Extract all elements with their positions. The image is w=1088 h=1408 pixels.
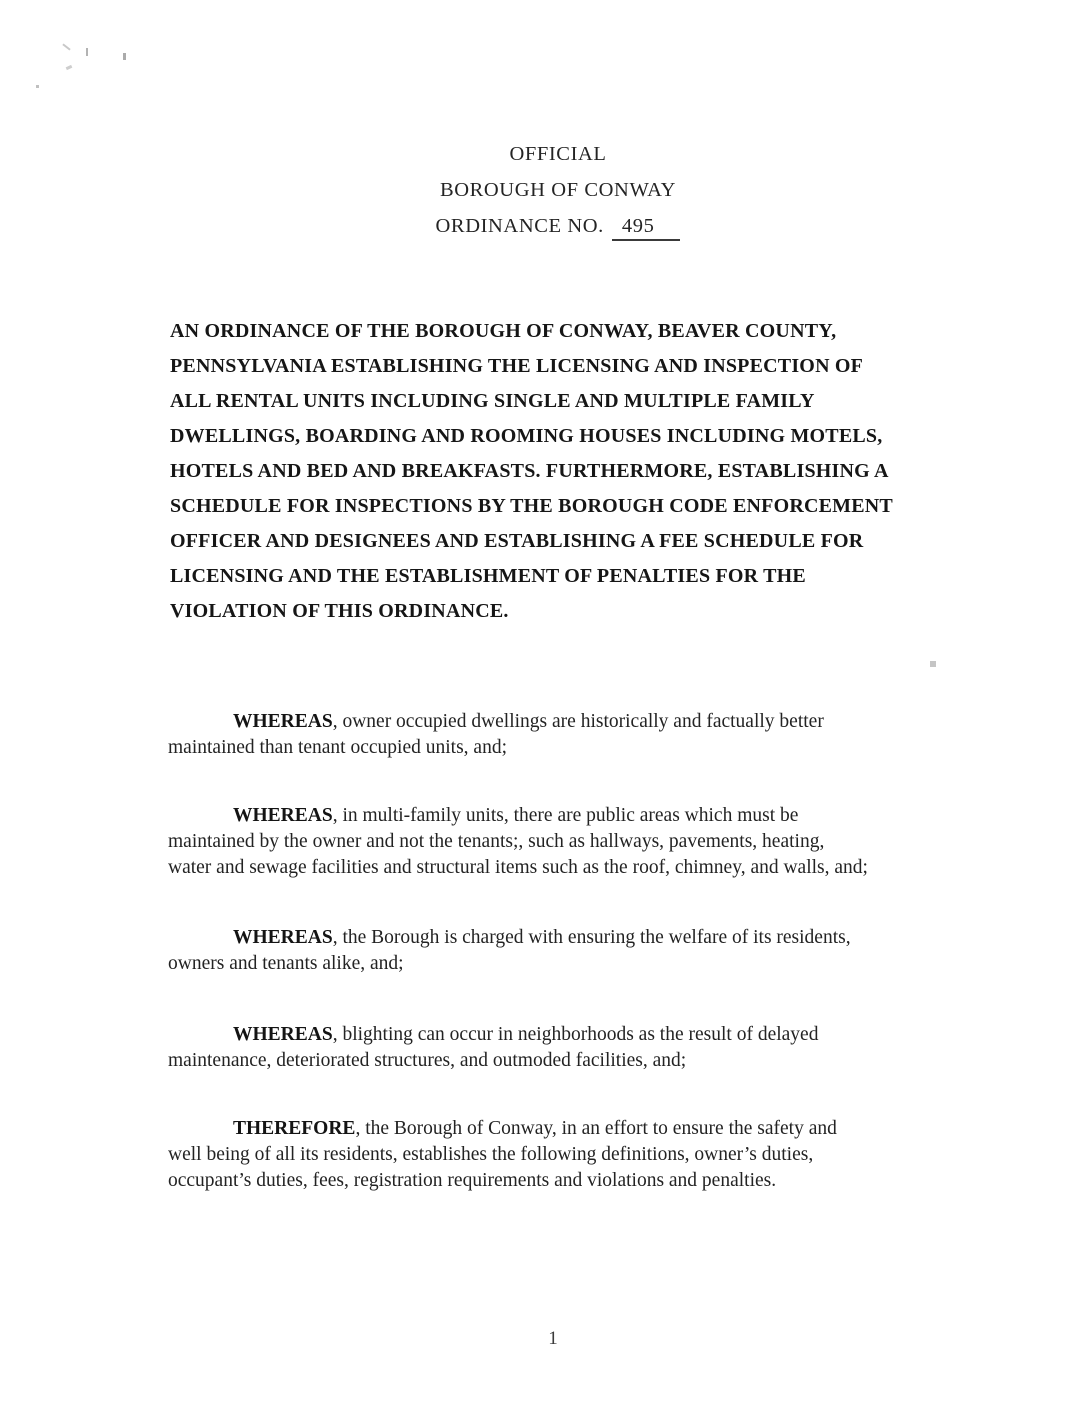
- scan-artifact: [86, 48, 88, 56]
- title-line: DWELLINGS, BOARDING AND ROOMING HOUSES INCLUDING MOTELS,: [170, 425, 883, 447]
- title-line: PENNSYLVANIA ESTABLISHING THE LICENSING AND INSPECTION OF: [170, 355, 864, 377]
- title-line: VIOLATION OF THIS ORDINANCE.: [170, 600, 509, 622]
- title-line: ALL RENTAL UNITS INCLUDING SINGLE AND MULTIPLE FAMILY: [170, 390, 815, 412]
- scan-artifact: [66, 65, 73, 70]
- ordinance-number-blank: 495: [612, 214, 681, 241]
- ordinance-no-label: ORDINANCE NO.: [435, 215, 604, 237]
- therefore-keyword: THEREFORE: [233, 1118, 356, 1139]
- title-line: HOTELS AND BED AND BREAKFASTS. FURTHERMORE, ESTABLISHING A: [170, 460, 889, 482]
- header-line-official: OFFICIAL: [509, 143, 607, 165]
- title-line: SCHEDULE FOR INSPECTIONS BY THE BOROUGH CODE ENFORCEMENT: [170, 495, 893, 517]
- scan-artifact: [62, 43, 70, 50]
- header-line-ordinance: [168, 208, 948, 244]
- paragraph-line: water and sewage facilities and structural items such as the roof, chimney, and walls, and;: [168, 857, 868, 878]
- paragraph-line: well being of all its residents, establishes the following definitions, owner’s duties,: [168, 1144, 814, 1165]
- title-line: OFFICER AND DESIGNEES AND ESTABLISHING A FEE SCHEDULE FOR: [170, 530, 864, 552]
- ordinance-title: [170, 314, 948, 629]
- paragraph-line: maintained than tenant occupied units, and;: [168, 737, 507, 758]
- paragraph-line: maintenance, deteriorated structures, and outmoded facilities, and;: [168, 1050, 687, 1071]
- title-line: AN ORDINANCE OF THE BOROUGH OF CONWAY, BEAVER COUNTY,: [170, 320, 837, 342]
- scan-artifact: [123, 53, 126, 60]
- paragraph-text: , owner occupied dwellings are historically and factually better: [332, 711, 824, 732]
- paragraph-text: , in multi-family units, there are public areas which must be: [332, 805, 799, 826]
- title-line: LICENSING AND THE ESTABLISHMENT OF PENALTIES FOR THE: [170, 565, 806, 587]
- paragraph-text: , the Borough of Conway, in an effort to ensure the safety and: [355, 1118, 837, 1139]
- paragraph-whereas-3: [168, 925, 948, 977]
- whereas-keyword: WHEREAS: [233, 711, 333, 732]
- paragraph-whereas-4: [168, 1022, 948, 1074]
- whereas-keyword: WHEREAS: [233, 927, 333, 948]
- paragraph-line: owners and tenants alike, and;: [168, 953, 404, 974]
- scan-artifact: [930, 661, 936, 667]
- paragraph-line: [168, 803, 948, 829]
- paragraph-text: , the Borough is charged with ensuring the welfare of its residents,: [332, 927, 851, 948]
- paragraph-line: [168, 1022, 948, 1048]
- paragraph-line: maintained by the owner and not the tenants;, such as hallways, pavements, heating,: [168, 831, 825, 852]
- page-number-value: 1: [548, 1328, 558, 1349]
- scan-artifact: [36, 85, 39, 88]
- paragraph-line: [168, 925, 948, 951]
- whereas-keyword: WHEREAS: [233, 805, 333, 826]
- document-body: [168, 709, 948, 1194]
- paragraph-therefore: [168, 1116, 948, 1194]
- paragraph-whereas-1: [168, 709, 948, 761]
- paragraph-line: [168, 709, 948, 735]
- paragraph-whereas-2: [168, 803, 948, 881]
- document-header: [168, 136, 948, 244]
- paragraph-line: occupant’s duties, fees, registration requirements and violations and penalties.: [168, 1170, 777, 1191]
- whereas-keyword: WHEREAS: [233, 1024, 333, 1045]
- paragraph-line: [168, 1116, 948, 1142]
- header-line-borough: BOROUGH OF CONWAY: [439, 179, 677, 201]
- paragraph-text: , blighting can occur in neighborhoods as the result of delayed: [332, 1024, 819, 1045]
- page-number: [0, 1328, 1088, 1350]
